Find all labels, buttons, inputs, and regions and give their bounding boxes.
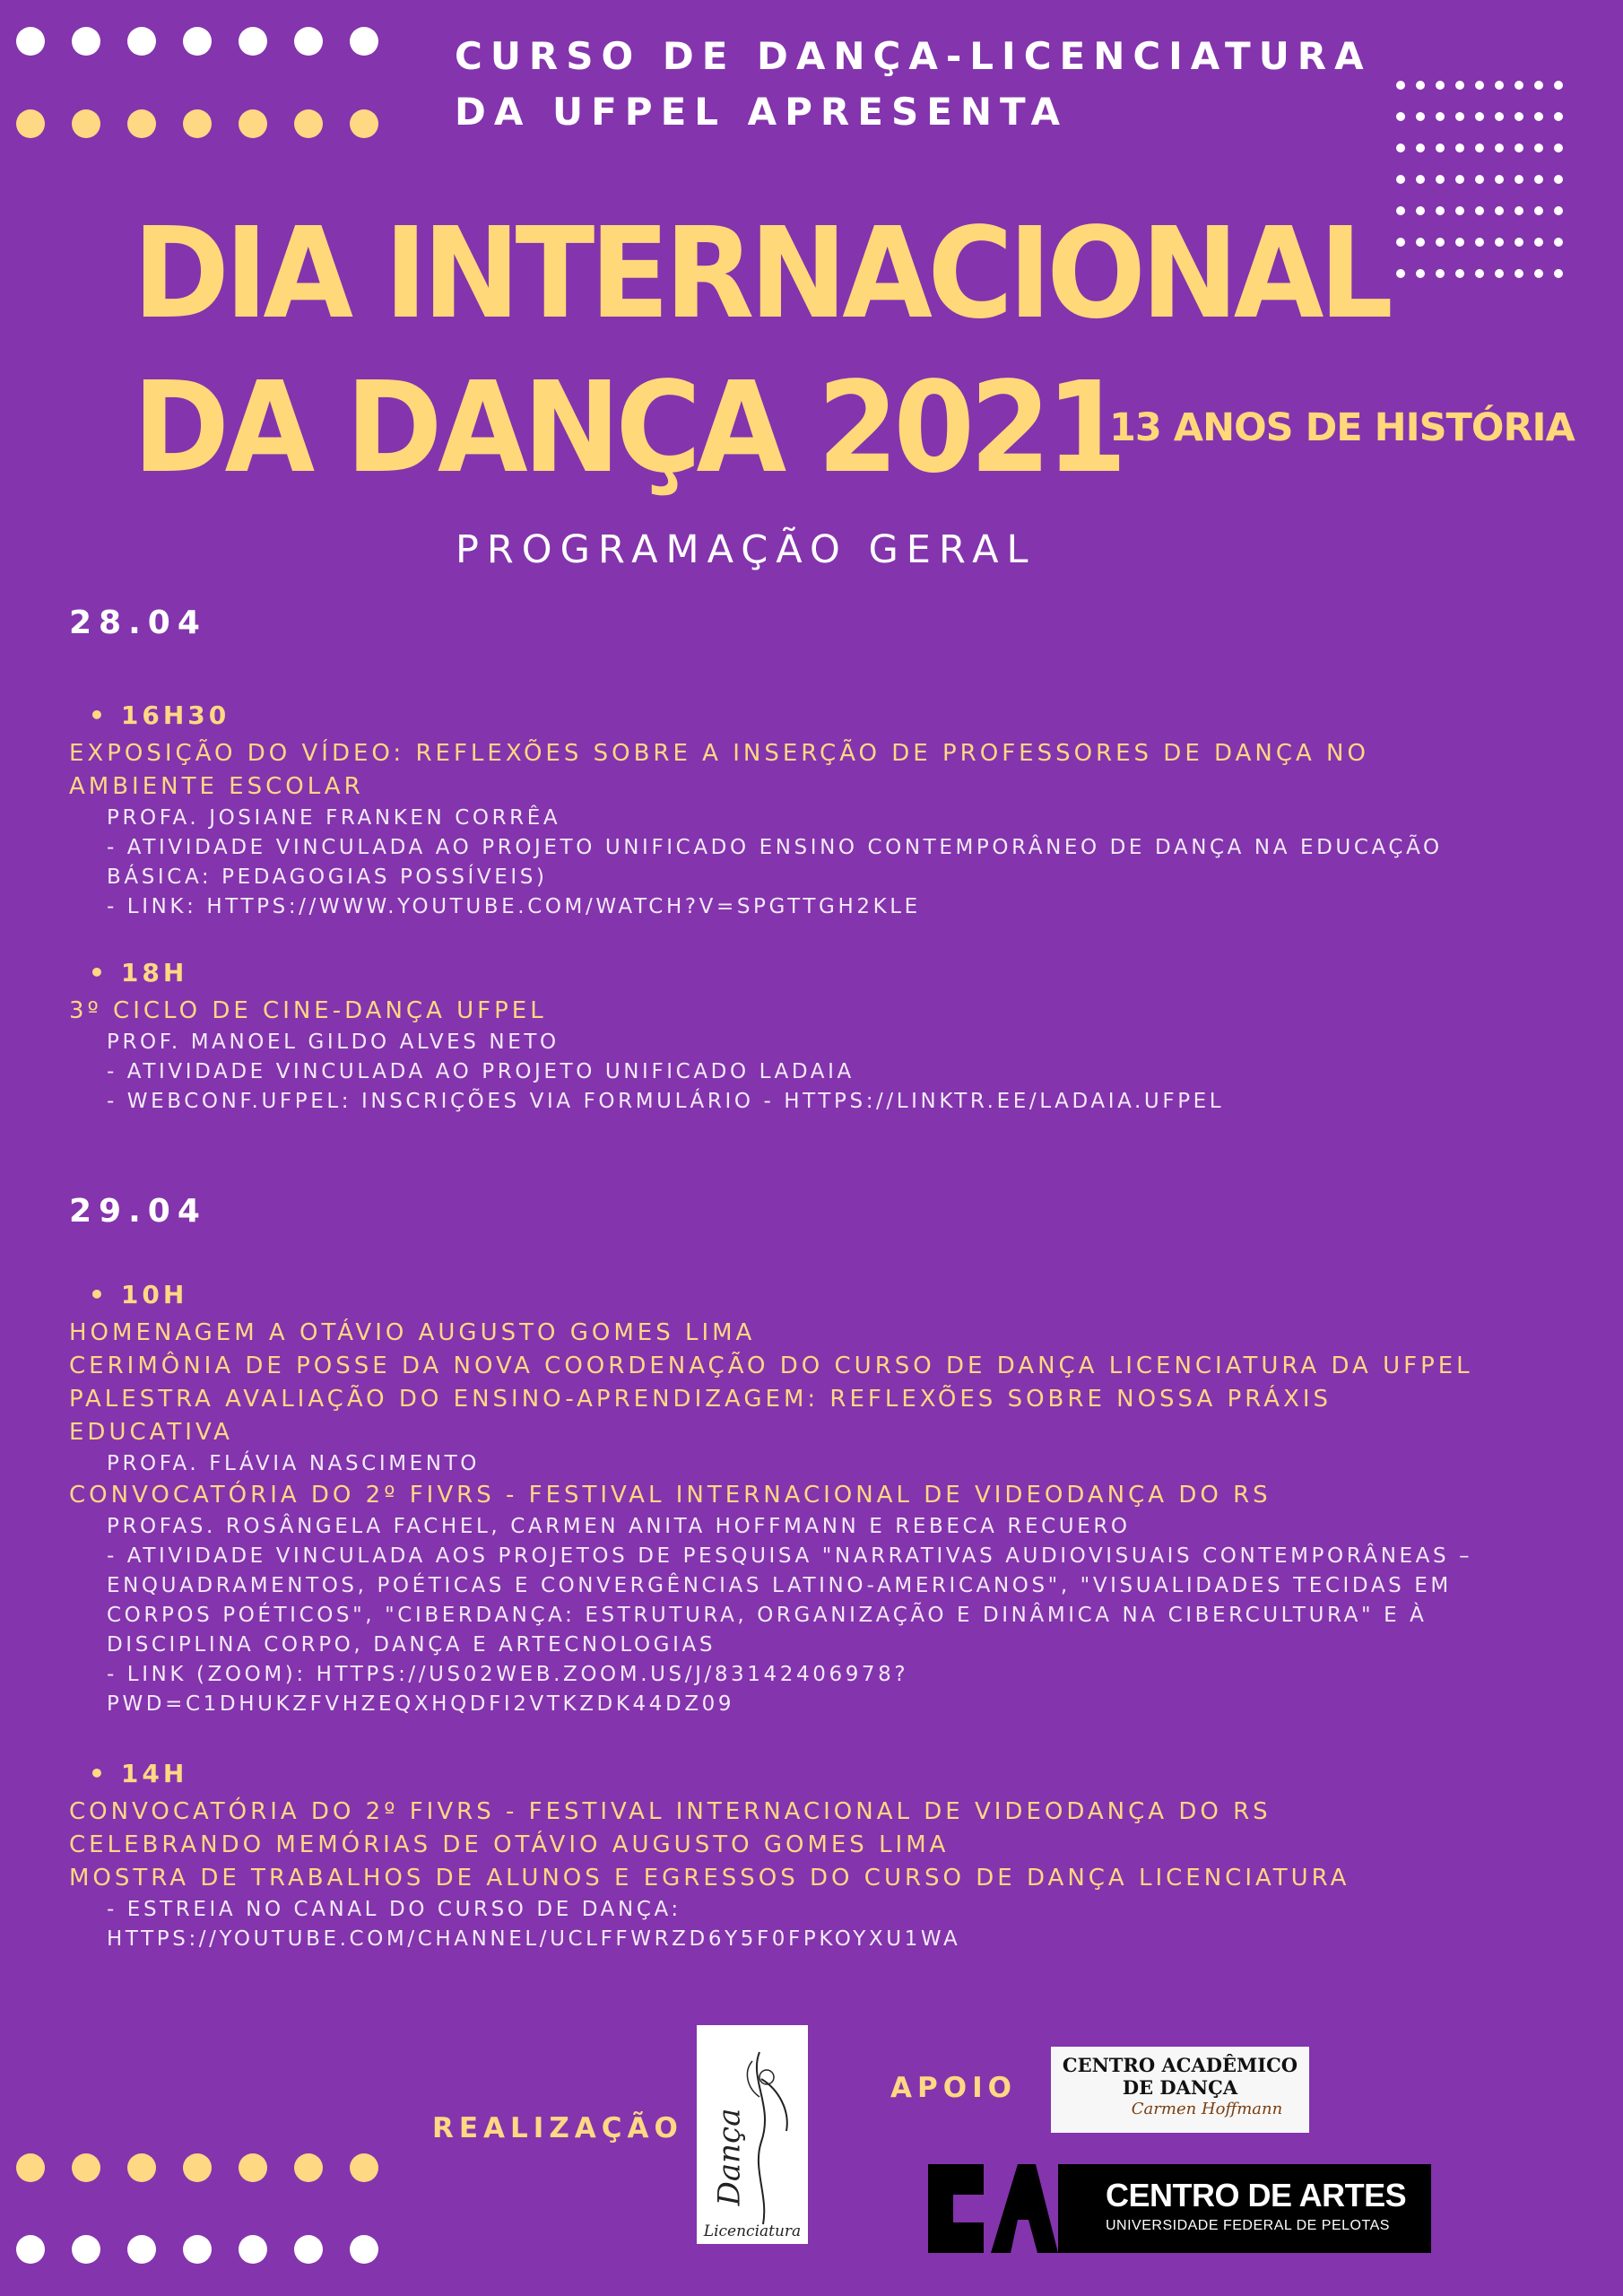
event-title-line: CONVOCATÓRIA DO 2º FIVRS - FESTIVAL INTERNACIONAL DE VIDEODANÇA DO RS: [69, 1482, 1271, 1509]
day-date: 28.04: [69, 604, 207, 641]
main-title-line-1: DIA INTERNACIONAL: [133, 201, 1389, 347]
logo-licenciatura-word: Licenciatura: [703, 2222, 802, 2240]
event-info-line: - ESTREIA NO CANAL DO CURSO DE DANÇA:: [107, 1898, 681, 1921]
slot-time: • 10H: [89, 1279, 1575, 1311]
slot-time: • 16H30: [89, 700, 1575, 732]
danca-licenciatura-logo: [697, 2025, 808, 2244]
program-heading: PROGRAMAÇÃO GERAL: [456, 527, 1037, 572]
cda-subtitle: UNIVERSIDADE FEDERAL DE PELOTAS: [1106, 2218, 1390, 2233]
decor-dots-bottom-white: [16, 2235, 378, 2264]
event-title-line: CONVOCATÓRIA DO 2º FIVRS - FESTIVAL INTERNACIONAL DE VIDEODANÇA DO RS: [69, 1798, 1271, 1825]
event-title-line: EDUCATIVA: [69, 1419, 233, 1446]
ca-mark-icon: [928, 2164, 1058, 2253]
event-info-line: ENQUADRAMENTOS, POÉTICAS E CONVERGÊNCIAS LATINO-AMERICANOS", "VISUALIDADES TECIDAS EM: [107, 1574, 1452, 1597]
apoio-label: APOIO: [890, 2072, 1017, 2104]
schedule-slot: [69, 1279, 1575, 1719]
slot-time: • 14H: [89, 1758, 1575, 1790]
day-date: 29.04: [69, 1193, 207, 1230]
event-title-line: CELEBRANDO MEMÓRIAS DE OTÁVIO AUGUSTO GOMES LIMA: [69, 1831, 950, 1858]
event-info-line: PROFA. JOSIANE FRANKEN CORRÊA: [107, 806, 561, 830]
header-line-1: CURSO DE DANÇA-LICENCIATURA: [455, 34, 1372, 78]
schedule-slot: [69, 957, 1575, 1117]
event-info-line: PROFA. FLÁVIA NASCIMENTO: [107, 1452, 480, 1475]
event-info-line: BÁSICA: PEDAGOGIAS POSSÍVEIS): [107, 865, 548, 889]
event-info-line: DISCIPLINA CORPO, DANÇA E ARTECNOLOGIAS: [107, 1633, 716, 1657]
schedule-slot: [69, 700, 1575, 922]
main-title: [133, 197, 1388, 506]
ca-logo-line-1: CENTRO ACADÊMICO: [1062, 2054, 1298, 2076]
main-title-line-2: DA DANÇA 2021: [133, 355, 1123, 501]
schedule-slot: [69, 1758, 1575, 1954]
event-info-line: HTTPS://YOUTUBE.COM/CHANNEL/UCLFFWRZD6Y5F0FPKOYXU1WA: [107, 1927, 961, 1951]
centro-de-artes-logo: [928, 2164, 1431, 2253]
event-info-line: - ATIVIDADE VINCULADA AO PROJETO UNIFICADO ENSINO CONTEMPORÂNEO DE DANÇA NA EDUCAÇÃO: [107, 836, 1443, 859]
decor-dots-top-white: [16, 27, 378, 56]
event-info-line: - ATIVIDADE VINCULADA AOS PROJETOS DE PESQUISA "NARRATIVAS AUDIOVISUAIS CONTEMPORÂNEAS –: [107, 1544, 1473, 1568]
event-title-line: MOSTRA DE TRABALHOS DE ALUNOS E EGRESSOS DO CURSO DE DANÇA LICENCIATURA: [69, 1865, 1350, 1892]
event-info-line: - LINK: HTTPS://WWW.YOUTUBE.COM/WATCH?V=SPGTTGH2KLE: [107, 895, 921, 918]
event-title-line: PALESTRA AVALIAÇÃO DO ENSINO-APRENDIZAGEM: REFLEXÕES SOBRE NOSSA PRÁXIS: [69, 1386, 1332, 1413]
event-title-line: HOMENAGEM A OTÁVIO AUGUSTO GOMES LIMA: [69, 1319, 756, 1346]
cda-title: CENTRO DE ARTES: [1106, 2177, 1407, 2213]
centro-academico-logo: [1051, 2047, 1309, 2133]
event-info-line: PROFAS. ROSÂNGELA FACHEL, CARMEN ANITA HOFFMANN E REBECA RECUERO: [107, 1515, 1131, 1538]
logo-danca-word: Dança: [711, 2108, 747, 2206]
anniversary-badge: 13 ANOS DE HISTÓRIA: [1109, 405, 1575, 450]
event-info-line: - ATIVIDADE VINCULADA AO PROJETO UNIFICADO LADAIA: [107, 1060, 855, 1083]
realizacao-label: REALIZAÇÃO: [432, 2112, 683, 2144]
decor-dots-bottom-yellow: [16, 2153, 378, 2182]
ca-logo-line-2: DE DANÇA: [1122, 2076, 1238, 2099]
header-presenter: [455, 29, 1372, 140]
event-info-line: PWD=C1DHUKZFVHZEQXHQDFI2VTKZDK44DZ09: [107, 1692, 735, 1716]
decor-dot-grid: [1396, 81, 1563, 278]
header-line-2: DA UFPEL APRESENTA: [455, 90, 1068, 134]
event-info-line: CORPOS POÉTICOS", "CIBERDANÇA: ESTRUTURA, ORGANIZAÇÃO E DINÂMICA NA CIBERCULTURA" E À: [107, 1604, 1428, 1627]
event-title-line: 3º CICLO DE CINE-DANÇA UFPEL: [69, 997, 547, 1024]
event-title-line: EXPOSIÇÃO DO VÍDEO: REFLEXÕES SOBRE A INSERÇÃO DE PROFESSORES DE DANÇA NO: [69, 740, 1369, 767]
ca-logo-line-3: Carmen Hoffmann: [1131, 2100, 1283, 2118]
event-title-line: CERIMÔNIA DE POSSE DA NOVA COORDENAÇÃO DO CURSO DE DANÇA LICENCIATURA DA UFPEL: [69, 1352, 1473, 1379]
event-info-line: - LINK (ZOOM): HTTPS://US02WEB.ZOOM.US/J/83142406978?: [107, 1663, 909, 1686]
decor-dots-top-yellow: [16, 109, 378, 138]
event-info-line: - WEBCONF.UFPEL: INSCRIÇÕES VIA FORMULÁRIO - HTTPS://LINKTR.EE/LADAIA.UFPEL: [107, 1090, 1225, 1113]
event-info-line: PROF. MANOEL GILDO ALVES NETO: [107, 1031, 560, 1054]
slot-time: • 18H: [89, 957, 1575, 989]
event-title-line: AMBIENTE ESCOLAR: [69, 773, 364, 800]
